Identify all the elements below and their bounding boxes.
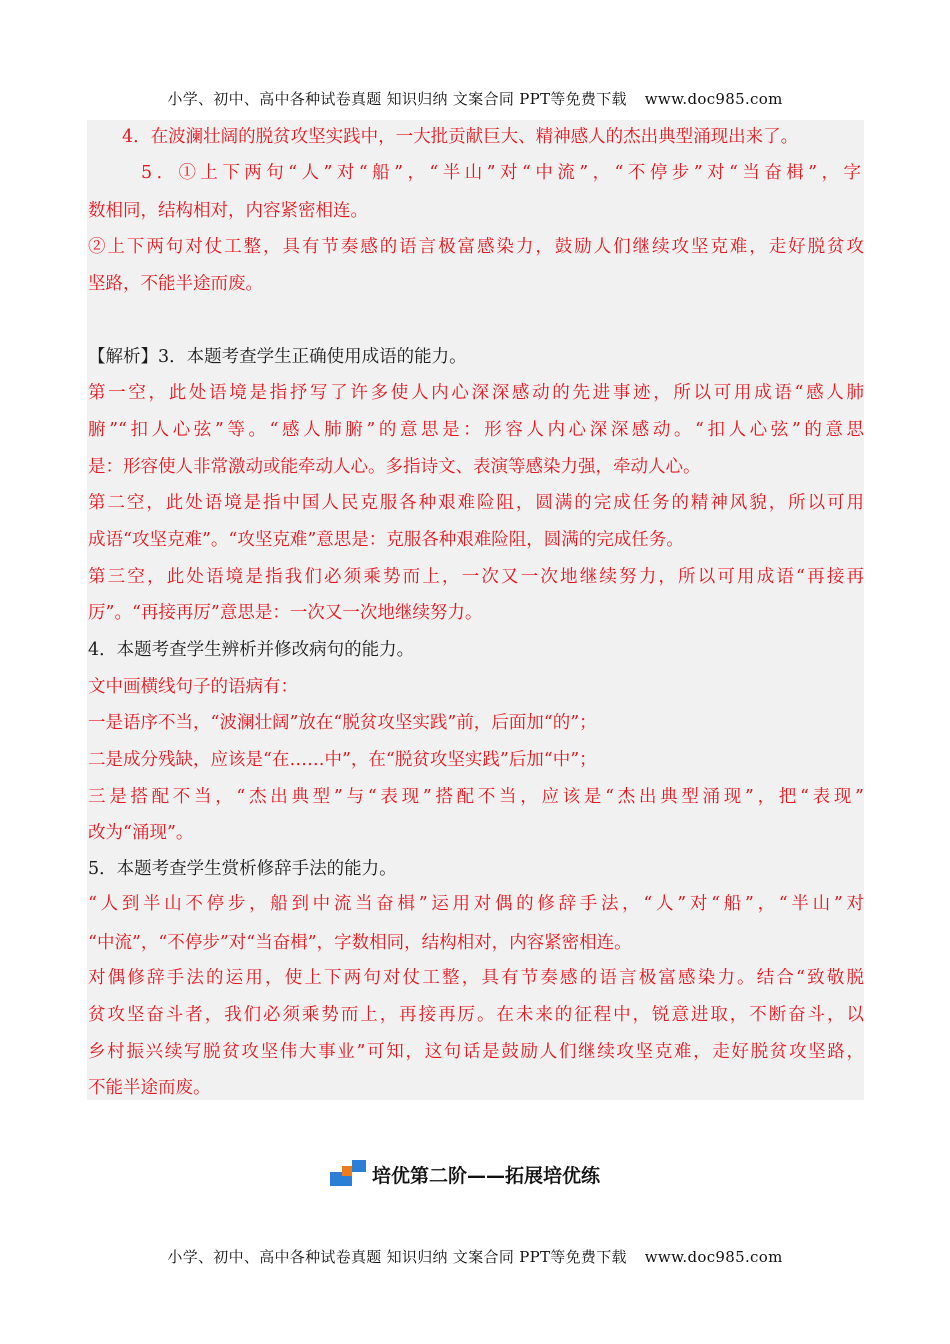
analysis-line: 对偶修辞手法的运用，使上下两句对仗工整，具有节奏感的语言极富感染力。结合“致敬脱 (88, 968, 864, 988)
analysis-line: 贫攻坚奋斗者，我们必须乘势而上，再接再厉。在未来的征程中，锐意进取，不断奋斗，以 (88, 1005, 864, 1025)
analysis-line: 5．本题考查学生赏析修辞手法的能力。 (88, 859, 397, 879)
analysis-line: 第三空，此处语境是指我们必须乘势而上，一次又一次地继续努力，所以可用成语“再接再 (88, 567, 864, 587)
page-footer (0, 1246, 950, 1267)
answer-line: ②上下两句对仗工整，具有节奏感的语言极富感染力，鼓励人们继续攻坚克难，走好脱贫攻 (88, 237, 864, 257)
answer-line: 数相同，结构相对，内容紧密相连。 (88, 201, 368, 221)
analysis-line: 腑”“扣人心弦”等。“感人肺腑”的意思是：形容人内心深深感动。“扣人心弦”的意思 (88, 420, 864, 440)
analysis-line: “人到半山不停步，船到中流当奋楫”运用对偶的修辞手法，“人”对“船”，“半山”对 (88, 894, 864, 914)
header-site: www.doc985.com (644, 90, 783, 108)
analysis-line: 第一空，此处语境是指抒写了许多使人内心深深感动的先进事迹，所以可用成语“感人肺 (88, 383, 864, 403)
footer-site: www.doc985.com (644, 1248, 783, 1266)
analysis-line: 乡村振兴续写脱贫攻坚伟大事业”可知，这句话是鼓励人们继续攻坚克难，走好脱贫攻坚路， (88, 1042, 864, 1062)
answer-line: 5．①上下两句“人”对“船”，“半山”对“中流”，“不停步”对“当奋楫”，字 (141, 163, 861, 183)
blocks-icon (330, 1158, 368, 1190)
analysis-line: 【解析】3．本题考查学生正确使用成语的能力。 (88, 347, 467, 367)
analysis-line: 改为“涌现”。 (88, 823, 194, 843)
analysis-line: “中流”，“不停步”对“当奋楫”，字数相同，结构相对，内容紧密相连。 (88, 933, 632, 953)
page-header (0, 88, 950, 109)
analysis-line: 一是语序不当，“波澜壮阔”放在“脱贫攻坚实践”前，后面加“的”； (88, 713, 597, 733)
section-title: 培优第二阶——拓展培优练 (372, 1164, 601, 1187)
analysis-line: 4．本题考查学生辨析并修改病句的能力。 (88, 640, 415, 660)
analysis-line: 三是搭配不当，“杰出典型”与“表现”搭配不当，应该是“杰出典型涌现”，把“表现” (88, 787, 864, 807)
analysis-line: 第二空，此处语境是指中国人民克服各种艰难险阻，圆满的完成任务的精神风貌，所以可用 (88, 493, 864, 513)
analysis-line: 二是成分残缺，应该是“在……中”，在“脱贫攻坚实践”后加“中”； (88, 750, 597, 770)
header-text: 小学、初中、高中各种试卷真题 知识归纳 文案合同 PPT等免费下载 (167, 90, 627, 108)
section-heading (330, 1156, 600, 1192)
answer-line: 4．在波澜壮阔的脱贫攻坚实践中，一大批贡献巨大、精神感人的杰出典型涌现出来了。 (122, 127, 799, 147)
analysis-line: 文中画横线句子的语病有： (88, 677, 298, 697)
analysis-line: 成语“攻坚克难”。“攻坚克难”意思是：克服各种艰难险阻，圆满的完成任务。 (88, 530, 684, 550)
analysis-line: 厉”。“再接再厉”意思是：一次又一次地继续努力。 (88, 603, 483, 623)
footer-text: 小学、初中、高中各种试卷真题 知识归纳 文案合同 PPT等免费下载 (167, 1248, 627, 1266)
answer-line: 坚路，不能半途而废。 (88, 274, 263, 294)
analysis-line: 是：形容使人非常激动或能牵动人心。多指诗文、表演等感染力强，牵动人心。 (88, 457, 701, 477)
analysis-line: 不能半途而废。 (88, 1078, 211, 1098)
